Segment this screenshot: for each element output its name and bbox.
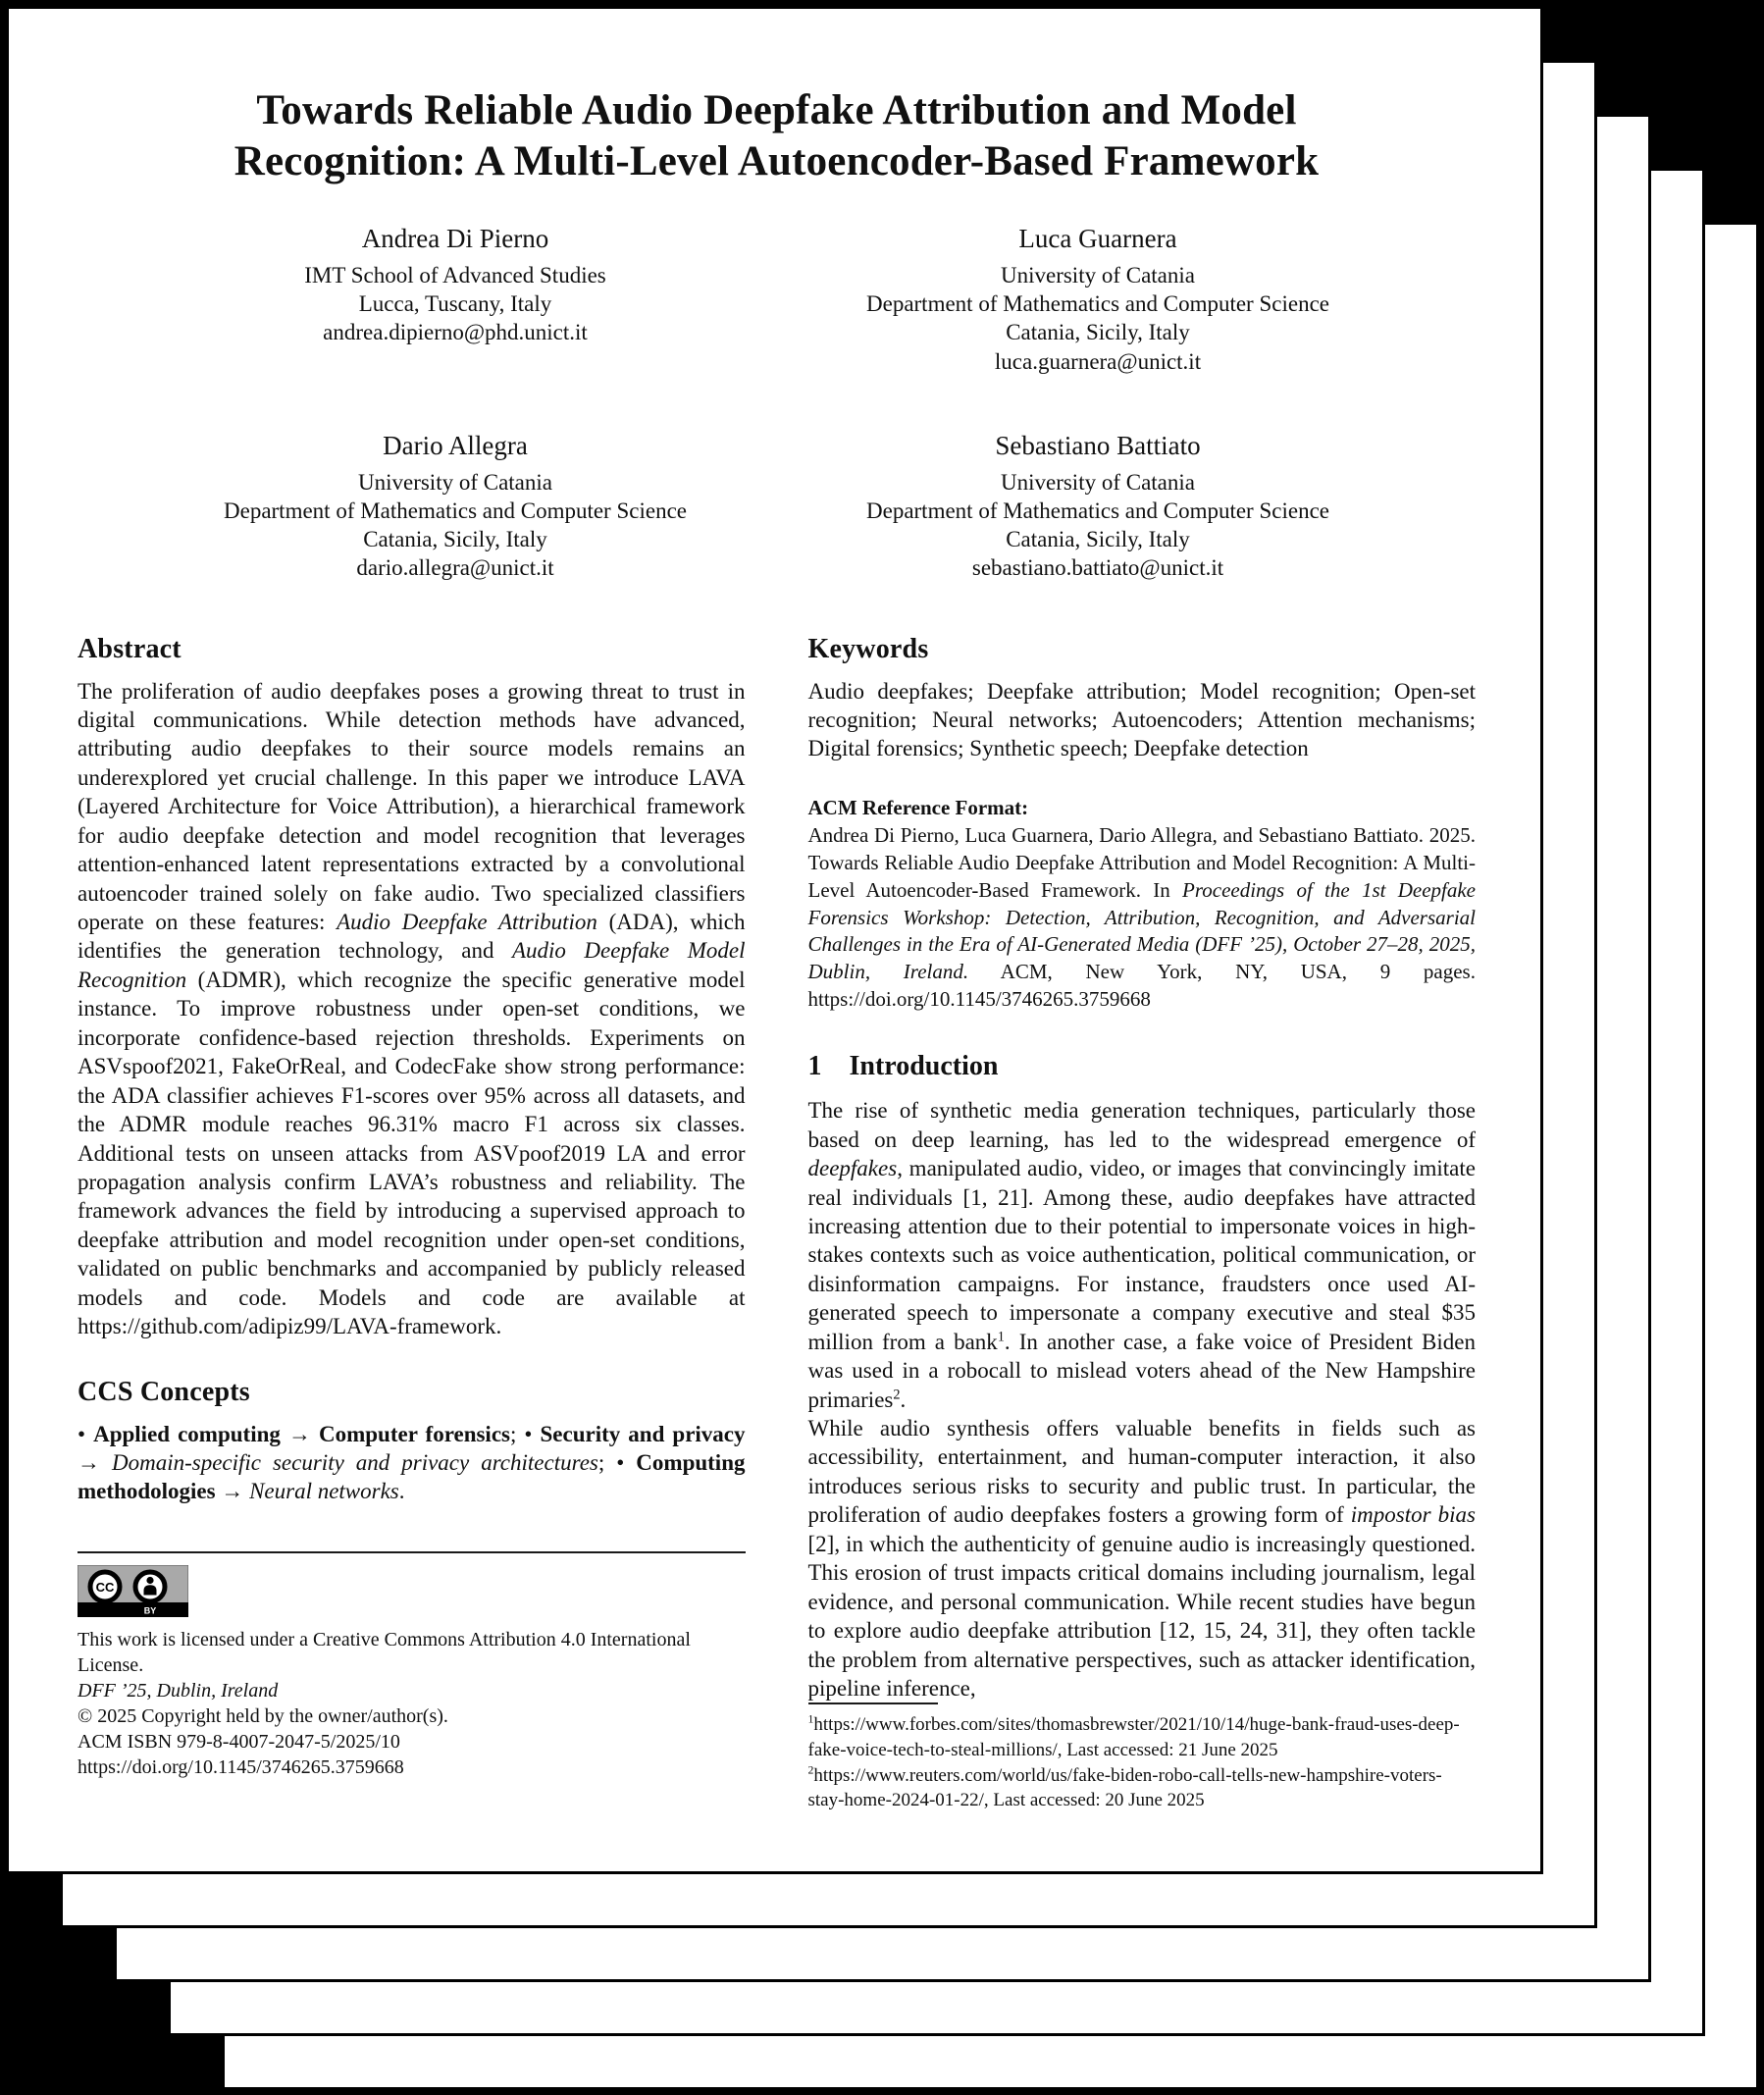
author-email: dario.allegra@unict.it	[356, 555, 554, 581]
introduction-heading	[808, 1051, 1477, 1082]
footnote-1	[808, 1712, 1477, 1762]
footnote-number: 1	[807, 1713, 814, 1727]
paper-title-line1: Towards Reliable Audio Deepfake Attribution and Model	[256, 87, 1297, 133]
author-block-3	[134, 431, 777, 583]
author-email: sebastiano.battiato@unict.it	[971, 555, 1224, 581]
author-affiliation-line: Catania, Sicily, Italy	[1006, 527, 1190, 552]
abstract-heading: Abstract	[78, 633, 182, 664]
license-isbn: ACM ISBN 979-8-4007-2047-5/2025/10	[78, 1730, 400, 1753]
author-name: Sebastiano Battiato	[995, 430, 1201, 460]
paper-title	[144, 85, 1410, 188]
author-name: Andrea Di Pierno	[361, 223, 549, 253]
acm-reference-text: Andrea Di Pierno, Luca Guarnera, Dario Allegra, and Sebastiano Battiato. 2025. Towards Reliable Audio Deepfake Attribution and Model Recognition: A Multi-Level Autoencoder-Based Framework. In Proceedings of the 1st Deepfake Forensics Workshop: Detection, Attribution, Recognition, and Adversarial Challenges in the Era of AI-Generated Media (DFF ’25), October 27–28, 2025, Dublin, Ireland. ACM, New York, NY, USA, 9 pages. https://doi.org/10.1145/3746265.3759668	[807, 822, 1476, 1012]
author-affiliation-line: Department of Mathematics and Computer Science	[866, 291, 1329, 317]
license-separator	[78, 1551, 746, 1553]
section-number: 1	[807, 1051, 822, 1082]
author-affiliation-line: IMT School of Advanced Studies	[304, 262, 606, 288]
keywords-heading: Keywords	[807, 633, 929, 664]
section-title: Introduction	[849, 1051, 999, 1082]
license-statement: This work is licensed under a Creative Commons Attribution 4.0 International License.	[78, 1628, 691, 1676]
cc-icon	[90, 1572, 120, 1601]
ccs-text: • Applied computing → Computer forensics; • Security and privacy → Domain-specific security and privacy architectures; • Computing methodologies → Neural networks.	[78, 1421, 746, 1504]
footnote-text: https://www.forbes.com/sites/thomasbrewster/2021/10/14/huge-bank-fraud-uses-deep-fake-voice-tech-to-steal-millions/, Last accessed: 21 June 2025	[807, 1714, 1460, 1761]
author-email: andrea.dipierno@phd.unict.it	[323, 320, 588, 345]
footnote-number: 2	[807, 1763, 814, 1777]
introduction-paragraph-2: While audio synthesis offers valuable benefits in fields such as accessibility, entertainment, and human-computer interaction, it also introduces serious risks to security and public trust. In particular, the proliferation of audio deepfakes fosters a growing form of impostor bias [2], in which the authenticity of genuine audio is increasingly questioned. This erosion of trust impacts critical domains including journalism, legal evidence, and personal communication. While recent studies have begun to explore audio deepfake attribution [12, 15, 24, 31], they often tackle the problem from alternative perspectives, such as attacker identification, pipeline inference,	[807, 1416, 1476, 1701]
cc-by-label: BY	[143, 1605, 157, 1616]
footnote-text: https://www.reuters.com/world/us/fake-biden-robo-call-tells-new-hampshire-voters-stay-home-2024-01-22/, Last accessed: 20 June 2025	[807, 1764, 1442, 1811]
author-name: Dario Allegra	[383, 430, 528, 460]
paper-title-line2: Recognition: A Multi-Level Autoencoder-Based Framework	[233, 138, 1320, 185]
acm-reference-heading: ACM Reference Format:	[807, 795, 1029, 819]
keywords-text: Audio deepfakes; Deepfake attribution; Model recognition; Open-set recognition; Neural networks; Autoencoders; Attention mechanisms; Digital forensics; Synthetic speech; Deepfake detection	[807, 678, 1476, 761]
ccs-heading: CCS Concepts	[78, 1376, 250, 1407]
footnote-2	[808, 1763, 1477, 1813]
license-block	[78, 1551, 746, 1851]
left-column	[78, 634, 746, 1851]
author-grid	[134, 224, 1420, 583]
author-affiliation-line: Catania, Sicily, Italy	[363, 527, 547, 552]
author-affiliation-line: University of Catania	[357, 469, 552, 495]
author-affiliation-line: Lucca, Tuscany, Italy	[358, 291, 552, 317]
ccs-concepts-section	[78, 1377, 746, 1506]
author-affiliation-line: University of Catania	[1000, 469, 1195, 495]
author-affiliation-line: Department of Mathematics and Computer Science	[866, 498, 1329, 523]
acm-reference-section	[808, 795, 1477, 1014]
abstract-text: The proliferation of audio deepfakes poses a growing threat to trust in digital communications. While detection methods have advanced, attributing audio deepfakes to their source models remains an underexplored yet crucial challenge. In this paper we introduce LAVA (Layered Architecture for Voice Attribution), a hierarchical framework for audio deepfake detection and model recognition that leverages attention-enhanced latent representations extracted by a convolutional autoencoder trained solely on fake audio. Two specialized classifiers operate on these features: Audio Deepfake Attribution (ADA), which identifies the generation technology, and Audio Deepfake Model Recognition (ADMR), which recognize the specific generative model instance. To improve robustness under open-set conditions, we incorporate confidence-based rejection thresholds. Experiments on ASVspoof2021, FakeOrReal, and CodecFake show strong performance: the ADA classifier achieves F1-scores over 95% across all datasets, and the ADMR module reaches 96.31% macro F1 across six classes. Additional tests on unseen attacks from ASVpoof2019 LA and error propagation analysis confirm LAVA’s robustness and reliability. The framework advances the field by introducing a supervised approach to deepfake attribution and model recognition under open-set conditions, validated on public benchmarks and accompanied by publicly released models and code. Models and code are available at https://github.com/adipiz99/LAVA-framework.	[78, 678, 746, 1339]
page-sheet-1	[6, 6, 1543, 1874]
two-column-body	[78, 634, 1476, 1851]
cc-by-person-icon	[135, 1572, 165, 1601]
author-block-4	[777, 431, 1420, 583]
author-block-1	[134, 224, 777, 376]
license-venue: DFF ’25, Dublin, Ireland	[78, 1679, 279, 1702]
introduction-paragraph-1: The rise of synthetic media generation techniques, particularly those based on deep learning, has led to the widespread emergence of deepfakes, manipulated audio, video, or images that convincingly imitate real individuals [1, 21]. Among these, audio deepfakes have attracted increasing attention due to their potential to impersonate voices in high-stakes contexts such as voice authentication, political communication, or disinformation campaigns. For instance, fraudsters once used AI-generated speech to impersonate a company executive and steal $35 million from a bank$^1$. In another case, a fake voice of President Biden was used in a robocall to mislead voters ahead of the New Hampshire primaries$^2$.	[807, 1098, 1476, 1412]
author-email: luca.guarnera@unict.it	[994, 348, 1202, 374]
footnotes-block	[808, 1702, 1477, 1850]
svg-text:CC: CC	[95, 1579, 115, 1595]
author-affiliation-line: Catania, Sicily, Italy	[1006, 320, 1190, 345]
author-block-2	[777, 224, 1420, 376]
right-column	[808, 634, 1477, 1851]
page-content	[9, 9, 1540, 1871]
author-affiliation-line: University of Catania	[1000, 262, 1195, 288]
author-name: Luca Guarnera	[1018, 223, 1177, 253]
license-copyright: © 2025 Copyright held by the owner/author(s).	[78, 1704, 448, 1727]
cc-by-badge	[78, 1565, 188, 1617]
license-doi: https://doi.org/10.1145/3746265.3759668	[78, 1755, 404, 1778]
footnote-separator	[808, 1702, 938, 1704]
author-affiliation-line: Department of Mathematics and Computer Science	[224, 498, 687, 523]
